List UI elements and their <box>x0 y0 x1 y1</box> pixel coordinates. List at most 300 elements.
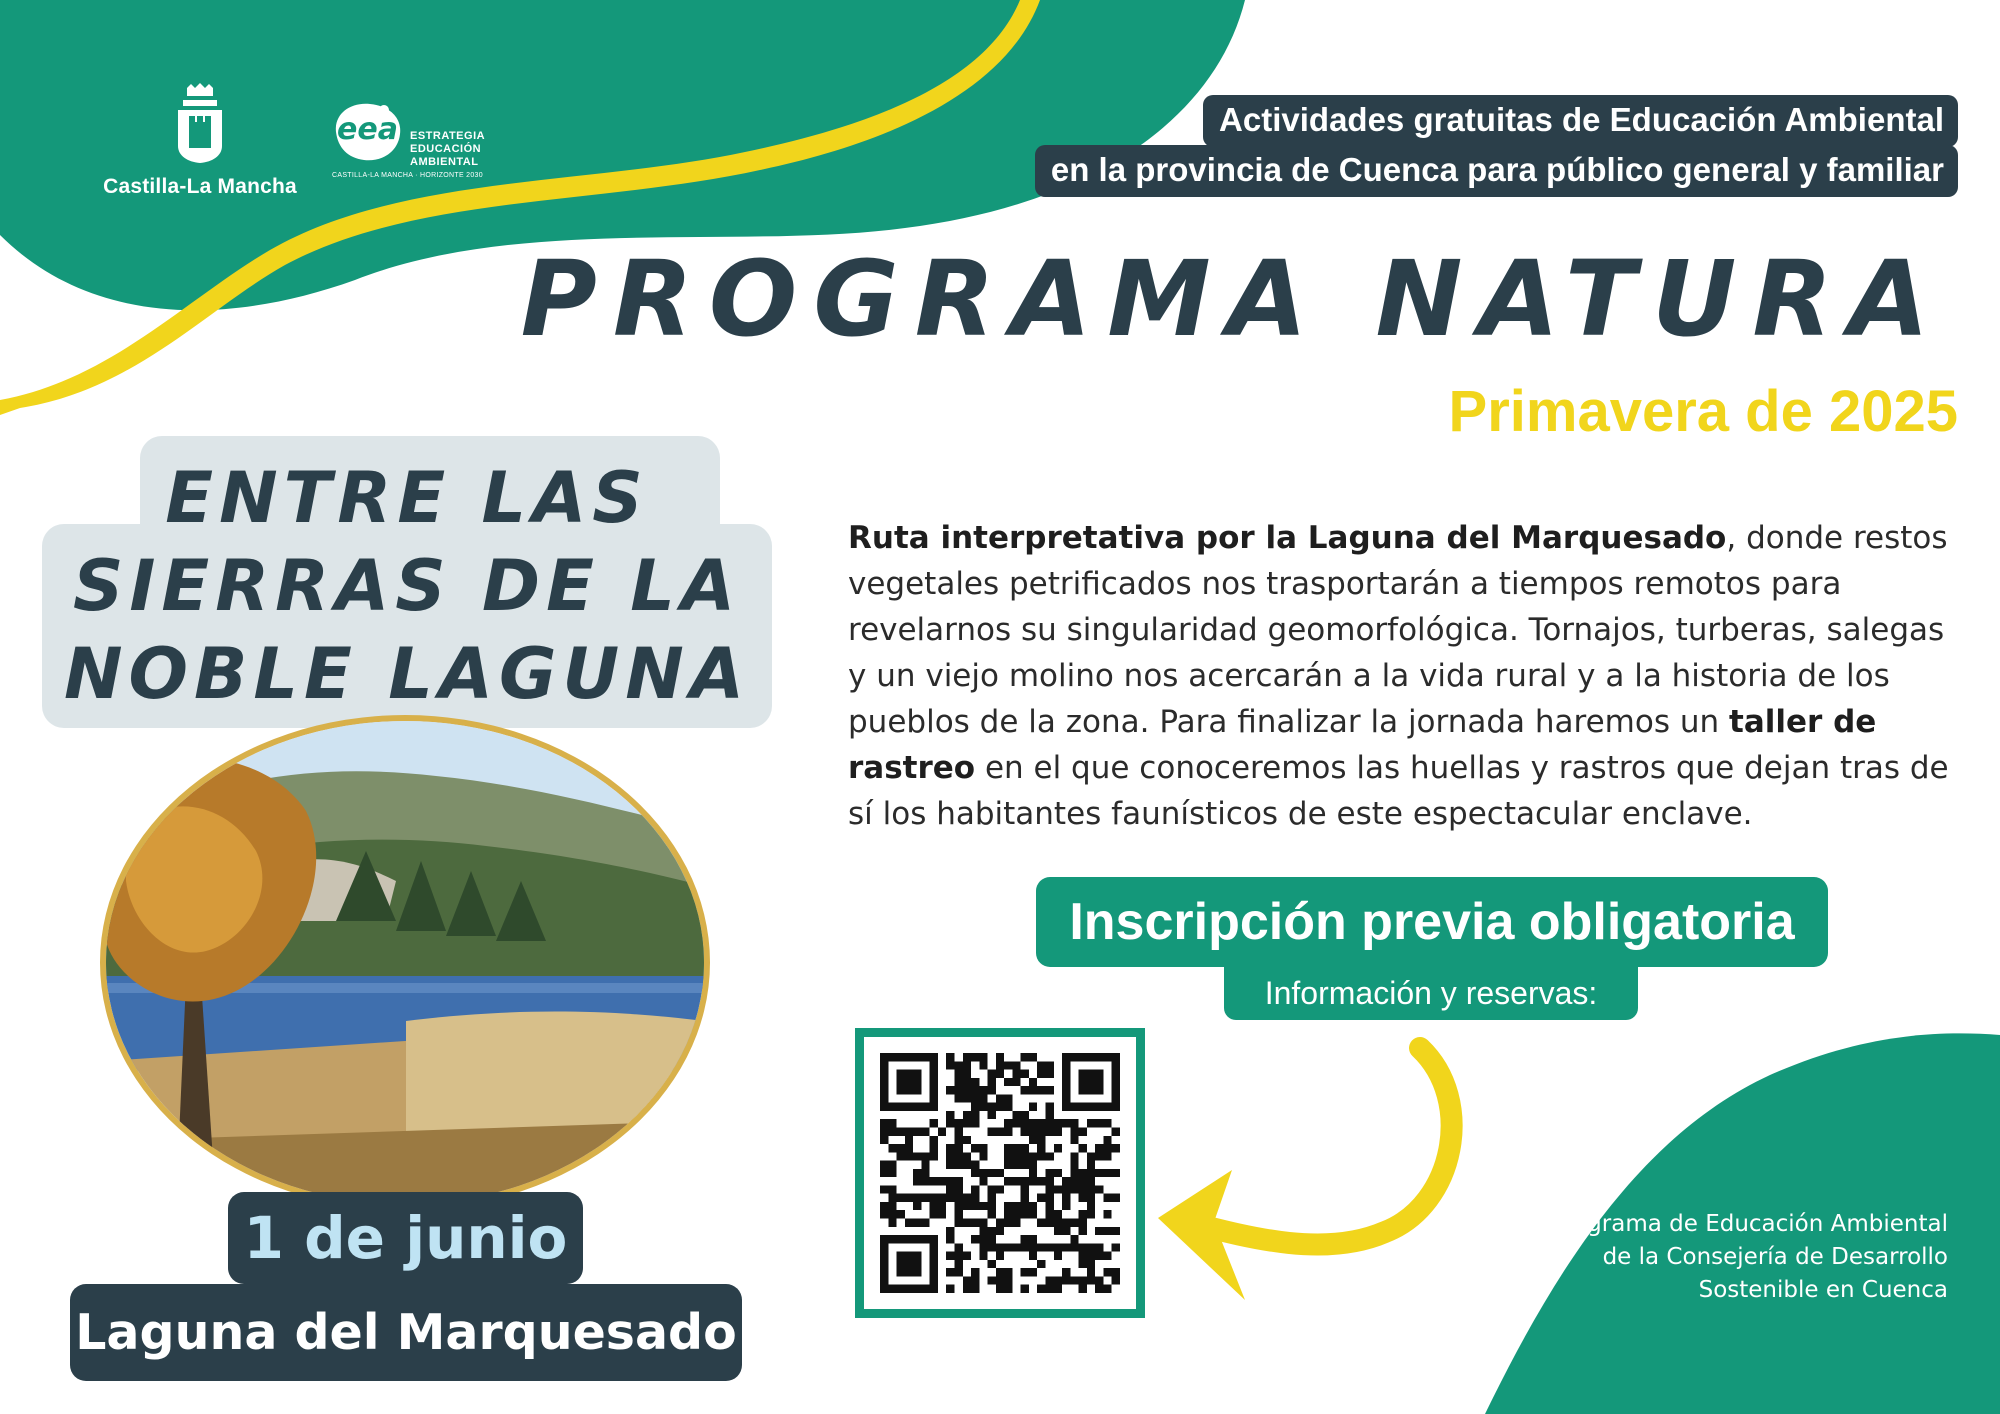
qr-module <box>1046 1086 1054 1094</box>
qr-module <box>971 1276 979 1284</box>
qr-module <box>1103 1119 1111 1127</box>
qr-module <box>938 1177 946 1185</box>
qr-module <box>954 1268 962 1276</box>
qr-module <box>946 1152 954 1160</box>
qr-module <box>1037 1144 1045 1152</box>
qr-module <box>1062 1194 1070 1202</box>
qr-module <box>1070 1276 1078 1284</box>
qr-module <box>954 1119 962 1127</box>
qr-module <box>1021 1235 1029 1243</box>
qr-module <box>963 1119 971 1127</box>
qr-module <box>1079 1260 1087 1268</box>
qr-module <box>1037 1119 1045 1127</box>
qr-module <box>946 1285 954 1293</box>
qr-module <box>888 1202 896 1210</box>
qr-module <box>988 1127 996 1135</box>
qr-module <box>897 1144 905 1152</box>
qr-module <box>1021 1053 1029 1061</box>
qr-module <box>880 1136 888 1144</box>
qr-module <box>954 1194 962 1202</box>
qr-module <box>979 1152 987 1160</box>
activity-title-line: NOBLE LAGUNA <box>63 633 751 715</box>
qr-module <box>946 1119 954 1127</box>
qr-module <box>930 1119 938 1127</box>
header-line-2: en la provincia de Cuenca para público general y familiar <box>1035 145 1958 197</box>
qr-module <box>888 1144 896 1152</box>
qr-module <box>1054 1276 1062 1284</box>
qr-module <box>921 1127 929 1135</box>
qr-module <box>1087 1119 1095 1127</box>
qr-module <box>905 1219 913 1227</box>
qr-module <box>996 1103 1004 1111</box>
qr-module <box>897 1127 905 1135</box>
qr-module <box>880 1127 888 1135</box>
qr-module <box>954 1061 962 1069</box>
qr-module <box>1070 1177 1078 1185</box>
qr-module <box>979 1169 987 1177</box>
qr-module <box>1037 1127 1045 1135</box>
qr-module <box>996 1169 1004 1177</box>
qr-module <box>897 1210 905 1218</box>
qr-module <box>963 1152 971 1160</box>
qr-module <box>996 1094 1004 1102</box>
qr-module <box>1112 1276 1120 1284</box>
qr-module <box>1012 1243 1020 1251</box>
qr-module <box>1103 1144 1111 1152</box>
qr-module <box>1079 1194 1087 1202</box>
event-place: Laguna del Marquesado <box>70 1284 742 1381</box>
qr-code-inner <box>864 1037 1136 1309</box>
qr-module <box>1021 1152 1029 1160</box>
qr-module <box>1062 1185 1070 1193</box>
qr-module <box>954 1086 962 1094</box>
qr-module <box>1070 1185 1078 1193</box>
qr-pattern <box>880 1053 1120 1293</box>
qr-module <box>946 1161 954 1169</box>
qr-module <box>1037 1152 1045 1160</box>
qr-module <box>930 1136 938 1144</box>
qr-module <box>1079 1185 1087 1193</box>
qr-module <box>996 1219 1004 1227</box>
qr-module <box>1029 1152 1037 1160</box>
qr-module <box>979 1202 987 1210</box>
qr-module <box>913 1169 921 1177</box>
qr-module <box>996 1053 1004 1061</box>
header-line-1: Actividades gratuitas de Educación Ambiental <box>1203 95 1958 147</box>
qr-module <box>905 1194 913 1202</box>
eea-line: ESTRATEGIA <box>410 130 486 142</box>
qr-module <box>954 1094 962 1102</box>
qr-module <box>921 1219 929 1227</box>
qr-module <box>1029 1235 1037 1243</box>
qr-module <box>1054 1210 1062 1218</box>
qr-module <box>921 1194 929 1202</box>
qr-module <box>1062 1276 1070 1284</box>
qr-module <box>1004 1177 1012 1185</box>
qr-module <box>1046 1177 1054 1185</box>
qr-module <box>1021 1185 1029 1193</box>
qr-module <box>979 1103 987 1111</box>
qr-module <box>1029 1103 1037 1111</box>
qr-module <box>996 1276 1004 1284</box>
qr-module <box>946 1053 954 1061</box>
qr-module <box>971 1119 979 1127</box>
qr-module <box>1004 1161 1012 1169</box>
qr-module <box>1037 1243 1045 1251</box>
activity-title-line: SIERRAS DE LA <box>72 545 742 627</box>
qr-module <box>988 1243 996 1251</box>
qr-module <box>1103 1227 1111 1235</box>
qr-module <box>880 1210 888 1218</box>
qr-module <box>1079 1285 1087 1293</box>
qr-module <box>1004 1202 1012 1210</box>
qr-module <box>1062 1227 1070 1235</box>
qr-module <box>971 1144 979 1152</box>
qr-module <box>930 1152 938 1160</box>
qr-module <box>930 1194 938 1202</box>
qr-module <box>1004 1268 1012 1276</box>
qr-module <box>979 1252 987 1260</box>
eea-word: eea <box>337 112 398 147</box>
eea-line: AMBIENTAL <box>410 156 479 168</box>
qr-module <box>1054 1127 1062 1135</box>
qr-module <box>996 1070 1004 1078</box>
qr-module <box>963 1219 971 1227</box>
qr-module <box>1087 1194 1095 1202</box>
eea-text-block <box>410 130 485 169</box>
qr-module <box>1021 1111 1029 1119</box>
qr-module <box>1079 1169 1087 1177</box>
qr-module <box>963 1053 971 1061</box>
qr-finder-center <box>897 1252 922 1277</box>
qr-module <box>905 1152 913 1160</box>
qr-module <box>1112 1169 1120 1177</box>
qr-module <box>979 1243 987 1251</box>
qr-module <box>1046 1152 1054 1160</box>
qr-module <box>1103 1152 1111 1160</box>
qr-module <box>1012 1152 1020 1160</box>
qr-module <box>1037 1070 1045 1078</box>
qr-module <box>1103 1210 1111 1218</box>
eea-line: EDUCACIÓN <box>410 143 482 155</box>
qr-module <box>963 1161 971 1169</box>
qr-module <box>913 1177 921 1185</box>
footer-credits <box>1498 1208 1948 1307</box>
qr-module <box>1012 1177 1020 1185</box>
qr-module <box>1046 1276 1054 1284</box>
qr-module <box>1054 1185 1062 1193</box>
qr-module <box>979 1053 987 1061</box>
qr-module <box>905 1127 913 1135</box>
qr-module <box>1046 1219 1054 1227</box>
qr-module <box>1095 1227 1103 1235</box>
qr-module <box>913 1152 921 1160</box>
qr-module <box>888 1194 896 1202</box>
qr-module <box>1046 1202 1054 1210</box>
qr-module <box>1004 1103 1012 1111</box>
qr-module <box>971 1285 979 1293</box>
qr-module <box>1029 1127 1037 1135</box>
qr-module <box>963 1136 971 1144</box>
qr-module <box>963 1078 971 1086</box>
qr-module <box>979 1227 987 1235</box>
qr-module <box>963 1094 971 1102</box>
qr-module <box>954 1144 962 1152</box>
eea-footer: CASTILLA-LA MANCHA · HORIZONTE 2030 <box>332 172 483 179</box>
qr-module <box>1029 1169 1037 1177</box>
qr-module <box>1079 1276 1087 1284</box>
qr-module <box>1070 1161 1078 1169</box>
qr-module <box>954 1210 962 1218</box>
qr-module <box>1012 1061 1020 1069</box>
qr-module <box>1037 1136 1045 1144</box>
qr-module <box>1095 1285 1103 1293</box>
qr-module <box>1012 1219 1020 1227</box>
qr-module <box>946 1235 954 1243</box>
qr-module <box>1029 1119 1037 1127</box>
qr-module <box>988 1235 996 1243</box>
qr-module <box>954 1202 962 1210</box>
qr-module <box>921 1161 929 1169</box>
season-subtitle: Primavera de 2025 <box>1448 379 1958 444</box>
qr-module <box>996 1227 1004 1235</box>
qr-module <box>954 1219 962 1227</box>
qr-module <box>988 1086 996 1094</box>
qr-module <box>1054 1169 1062 1177</box>
qr-finder-center <box>897 1070 922 1095</box>
qr-module <box>996 1061 1004 1069</box>
qr-module <box>1112 1194 1120 1202</box>
qr-module <box>1054 1243 1062 1251</box>
qr-module <box>1095 1243 1103 1251</box>
qr-module <box>954 1136 962 1144</box>
qr-module <box>1021 1177 1029 1185</box>
qr-module <box>938 1210 946 1218</box>
qr-module <box>1112 1127 1120 1135</box>
qr-module <box>954 1177 962 1185</box>
qr-module <box>946 1185 954 1193</box>
qr-module <box>1021 1119 1029 1127</box>
qr-module <box>971 1169 979 1177</box>
qr-module <box>1112 1243 1120 1251</box>
qr-module <box>1079 1144 1087 1152</box>
qr-module <box>996 1127 1004 1135</box>
qr-module <box>1079 1252 1087 1260</box>
qr-module <box>1021 1210 1029 1218</box>
qr-module <box>979 1094 987 1102</box>
qr-module <box>954 1070 962 1078</box>
qr-module <box>1046 1243 1054 1251</box>
qr-module <box>930 1210 938 1218</box>
qr-module <box>1070 1152 1078 1160</box>
qr-module <box>1012 1078 1020 1086</box>
qr-code[interactable] <box>855 1028 1145 1318</box>
qr-module <box>946 1252 954 1260</box>
qr-module <box>1004 1094 1012 1102</box>
qr-module <box>1054 1219 1062 1227</box>
qr-module <box>1087 1260 1095 1268</box>
qr-module <box>971 1202 979 1210</box>
qr-module <box>1004 1243 1012 1251</box>
qr-module <box>963 1276 971 1284</box>
qr-finder-center <box>1079 1070 1104 1095</box>
qr-module <box>1079 1227 1087 1235</box>
qr-module <box>946 1194 954 1202</box>
qr-module <box>954 1161 962 1169</box>
qr-module <box>1037 1086 1045 1094</box>
qr-module <box>913 1194 921 1202</box>
qr-module <box>954 1078 962 1086</box>
qr-module <box>1029 1053 1037 1061</box>
qr-module <box>971 1219 979 1227</box>
qr-module <box>1095 1119 1103 1127</box>
qr-module <box>1004 1061 1012 1069</box>
qr-module <box>963 1285 971 1293</box>
qr-module <box>954 1243 962 1251</box>
footer-line: Programa de Educación Ambiental <box>1550 1211 1948 1237</box>
qr-module <box>963 1070 971 1078</box>
qr-module <box>1012 1070 1020 1078</box>
registration-info: Información y reservas: <box>1224 966 1638 1020</box>
qr-module <box>1029 1078 1037 1086</box>
qr-module <box>996 1252 1004 1260</box>
lagoon-landscape-image <box>106 721 704 1204</box>
qr-module <box>971 1185 979 1193</box>
castilla-la-mancha-logo <box>100 82 300 199</box>
qr-module <box>988 1169 996 1177</box>
qr-module <box>1095 1169 1103 1177</box>
qr-module <box>1012 1119 1020 1127</box>
qr-module <box>996 1268 1004 1276</box>
qr-module <box>1012 1202 1020 1210</box>
qr-module <box>988 1202 996 1210</box>
qr-module <box>1046 1127 1054 1135</box>
qr-module <box>897 1194 905 1202</box>
qr-module <box>1021 1243 1029 1251</box>
qr-module <box>1029 1161 1037 1169</box>
qr-module <box>988 1227 996 1235</box>
qr-module <box>1087 1185 1095 1193</box>
qr-module <box>1070 1243 1078 1251</box>
qr-module <box>1029 1268 1037 1276</box>
qr-module <box>1004 1219 1012 1227</box>
qr-module <box>979 1177 987 1185</box>
qr-module <box>1070 1235 1078 1243</box>
qr-module <box>1046 1111 1054 1119</box>
main-title: PROGRAMA NATURA <box>520 238 1945 360</box>
qr-module <box>988 1185 996 1193</box>
qr-module <box>1103 1252 1111 1260</box>
qr-module <box>1021 1127 1029 1135</box>
qr-module <box>1054 1252 1062 1260</box>
activity-title-panel <box>42 432 772 732</box>
qr-module <box>1087 1243 1095 1251</box>
qr-module <box>1087 1152 1095 1160</box>
qr-module <box>1004 1152 1012 1160</box>
qr-module <box>954 1152 962 1160</box>
qr-module <box>971 1268 979 1276</box>
qr-module <box>1029 1210 1037 1218</box>
qr-module <box>946 1111 954 1119</box>
qr-module <box>1054 1285 1062 1293</box>
qr-module <box>888 1210 896 1218</box>
qr-module <box>880 1202 888 1210</box>
qr-module <box>954 1252 962 1260</box>
qr-module <box>905 1144 913 1152</box>
qr-module <box>963 1086 971 1094</box>
qr-module <box>1103 1268 1111 1276</box>
yellow-arrow-curve <box>1188 1048 1452 1245</box>
qr-module <box>1070 1119 1078 1127</box>
qr-module <box>880 1185 888 1193</box>
qr-module <box>938 1202 946 1210</box>
qr-module <box>1095 1185 1103 1193</box>
activity-description <box>848 515 1958 837</box>
qr-module <box>1070 1169 1078 1177</box>
qr-module <box>979 1235 987 1243</box>
qr-module <box>1079 1210 1087 1218</box>
qr-module <box>921 1169 929 1177</box>
qr-module <box>880 1119 888 1127</box>
qr-module <box>1046 1210 1054 1218</box>
qr-module <box>888 1119 896 1127</box>
qr-module <box>1103 1169 1111 1177</box>
qr-module <box>1054 1144 1062 1152</box>
qr-module <box>963 1202 971 1210</box>
qr-module <box>888 1161 896 1169</box>
qr-module <box>1004 1276 1012 1284</box>
qr-module <box>880 1161 888 1169</box>
qr-module <box>1103 1194 1111 1202</box>
qr-module <box>1021 1086 1029 1094</box>
qr-module <box>921 1152 929 1160</box>
qr-module <box>946 1061 954 1069</box>
qr-module <box>1037 1285 1045 1293</box>
qr-module <box>913 1202 921 1210</box>
qr-module <box>996 1185 1004 1193</box>
qr-module <box>1062 1202 1070 1210</box>
qr-module <box>979 1144 987 1152</box>
qr-module <box>1079 1177 1087 1185</box>
qr-module <box>1012 1161 1020 1169</box>
qr-module <box>1070 1136 1078 1144</box>
qr-module <box>1012 1210 1020 1218</box>
qr-module <box>988 1078 996 1086</box>
qr-module <box>1021 1194 1029 1202</box>
qr-module <box>988 1103 996 1111</box>
qr-module <box>988 1070 996 1078</box>
qr-module <box>1095 1252 1103 1260</box>
qr-module <box>888 1219 896 1227</box>
qr-module <box>888 1127 896 1135</box>
qr-module <box>1062 1177 1070 1185</box>
qr-module <box>1054 1119 1062 1127</box>
qr-module <box>971 1086 979 1094</box>
qr-module <box>913 1127 921 1135</box>
qr-module <box>988 1276 996 1284</box>
qr-module <box>1079 1219 1087 1227</box>
qr-module <box>930 1144 938 1152</box>
qr-module <box>1037 1061 1045 1069</box>
qr-module <box>1095 1144 1103 1152</box>
qr-module <box>1046 1103 1054 1111</box>
qr-module <box>1095 1152 1103 1160</box>
castle-shield-icon <box>172 82 228 164</box>
clm-label: Castilla-La Mancha <box>103 175 297 198</box>
qr-module <box>979 1219 987 1227</box>
description-bold-intro: Ruta interpretativa por la Laguna del Marquesado <box>848 520 1727 556</box>
qr-module <box>1029 1252 1037 1260</box>
